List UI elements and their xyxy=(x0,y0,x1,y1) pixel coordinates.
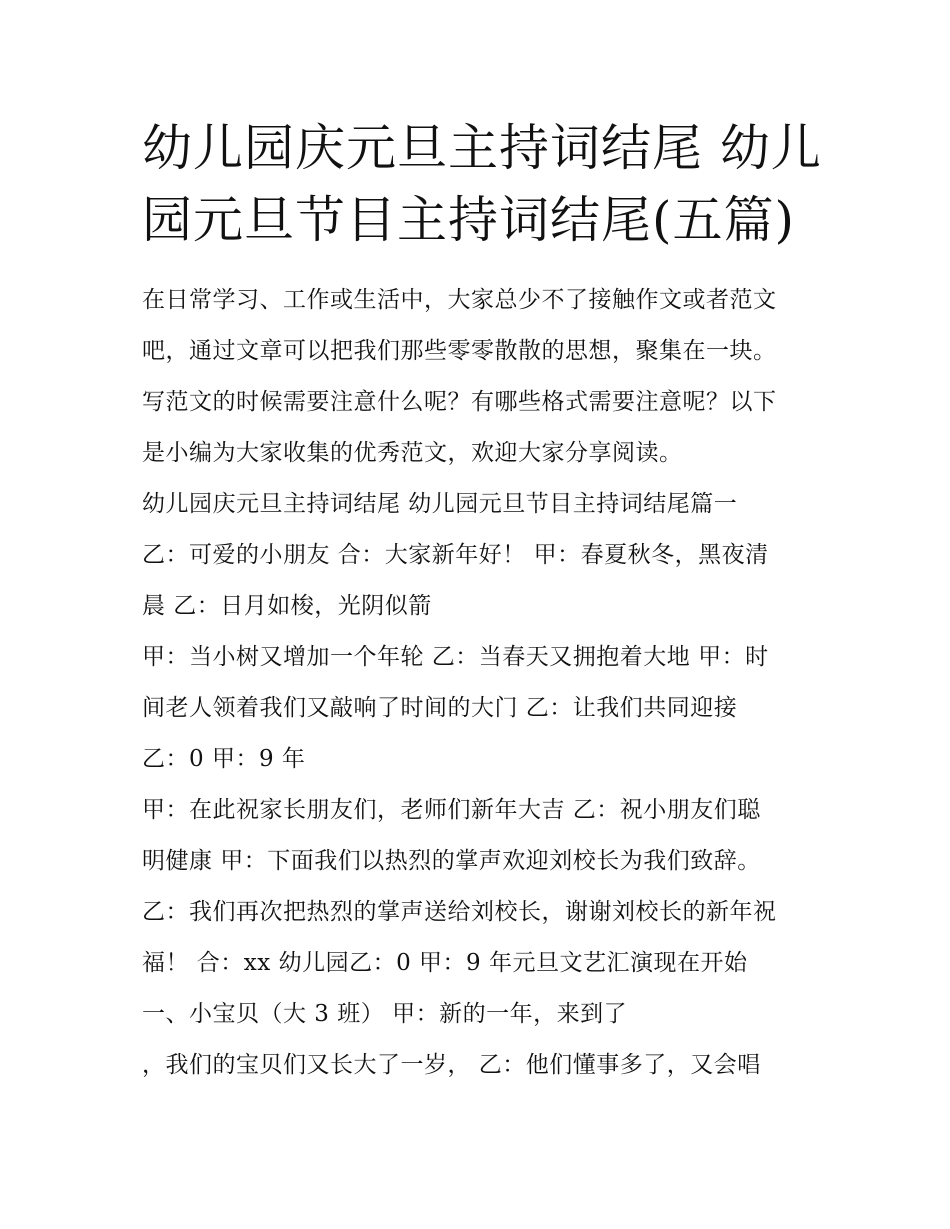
body-line: ，我们的宝贝们又长大了一岁， 乙：他们懂事多了，又会唱 xyxy=(142,1052,761,1078)
body-line: 乙：0 甲：9 年 xyxy=(142,746,306,772)
body-line: 吧，通过文章可以把我们那些零零散散的思想，聚集在一块。 xyxy=(142,338,777,364)
document-body xyxy=(142,275,822,1091)
body-line: 在日常学习、工作或生活中，大家总少不了接触作文或者范文 xyxy=(142,287,777,313)
body-line: 福！ 合：xx 幼儿园乙：0 甲：9 年元旦文艺汇演现在开始 xyxy=(142,950,748,976)
body-line: 间老人领着我们又敲响了时间的大门 乙：让我们共同迎接 xyxy=(142,695,738,721)
section-heading: 幼儿园庆元旦主持词结尾 幼儿园元旦节目主持词结尾篇一 xyxy=(142,491,738,517)
body-line: 甲：当小树又增加一个年轮 乙：当春天又拥抱着大地 甲：时 xyxy=(142,644,769,670)
body-line: 是小编为大家收集的优秀范文，欢迎大家分享阅读。 xyxy=(142,440,683,466)
body-line: 写范文的时候需要注意什么呢？有哪些格式需要注意呢？以下 xyxy=(142,389,777,415)
body-line: 一、小宝贝（大 3 班） 甲：新的一年，来到了 xyxy=(142,1001,628,1027)
body-line: 乙：我们再次把热烈的掌声送给刘校长，谢谢刘校长的新年祝 xyxy=(142,899,777,925)
body-line: 甲：在此祝家长朋友们，老师们新年大吉 乙：祝小朋友们聪 xyxy=(142,797,761,823)
body-line: 晨 乙：日月如梭，光阴似箭 xyxy=(142,593,432,619)
title-line-1: 幼儿园庆元旦主持词结尾 幼儿 xyxy=(142,119,822,177)
body-line: 乙：可爱的小朋友 合：大家新年好！ 甲：春夏秋冬，黑夜清 xyxy=(142,542,769,568)
title-line-2: 园元旦节目主持词结尾(五篇) xyxy=(142,191,796,249)
document-title xyxy=(142,112,822,256)
body-line: 明健康 甲：下面我们以热烈的掌声欢迎刘校长为我们致辞。 xyxy=(142,848,761,874)
